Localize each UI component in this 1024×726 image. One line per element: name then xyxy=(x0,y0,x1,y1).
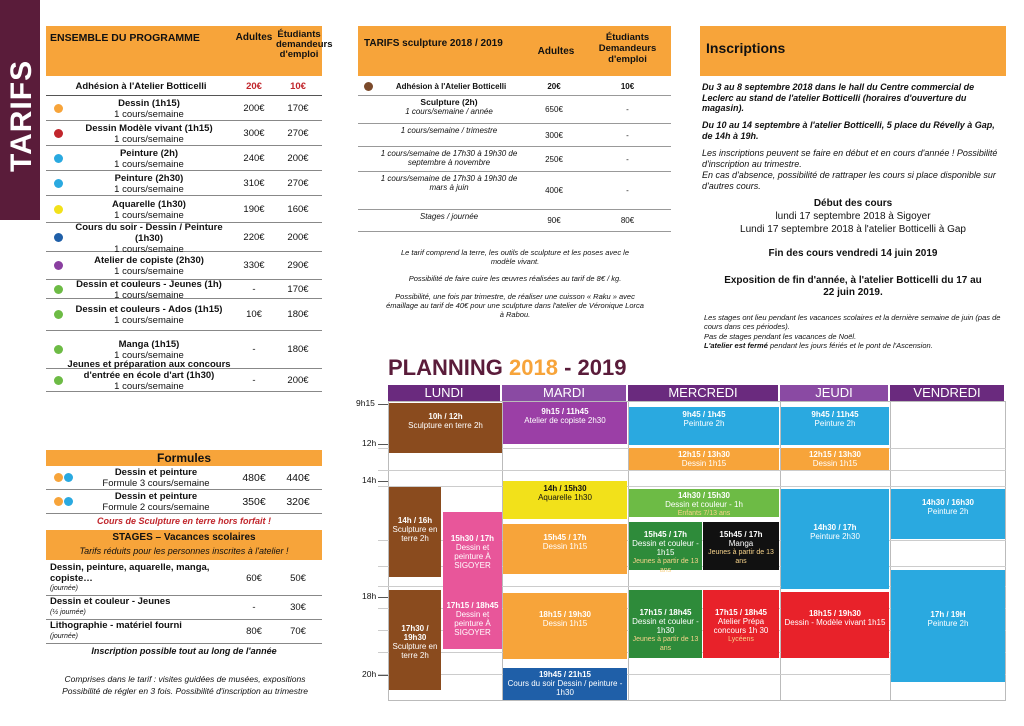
programme-price-etudiants: 170€ xyxy=(287,102,309,114)
programme-price-adultes: - xyxy=(252,374,256,386)
programme-price-adultes: 190€ xyxy=(243,203,265,215)
formule-name: Dessin et peinture xyxy=(114,467,198,478)
stage-price-adultes: - xyxy=(252,602,256,613)
sculpture-price-etudiants: - xyxy=(626,186,629,195)
exposition: Exposition de fin d'année, à l'atelier Botticelli du 17 au 22 juin 2019. xyxy=(724,275,982,298)
side-title: TARIFS xyxy=(5,59,38,172)
event-course: Dessin et couleur - 1h15 xyxy=(632,539,699,557)
event-course: Peinture 2h xyxy=(927,619,969,628)
event-course: Sculpture en terre 2h xyxy=(392,642,438,660)
stage-duration: (journée) xyxy=(50,632,79,640)
event-time: 14h30 / 16h30 xyxy=(921,498,975,507)
sculpture-course-frequency: Stages / journée xyxy=(419,212,479,221)
stage-price-adultes: 60€ xyxy=(246,573,262,584)
day-header-mardi: MARDI xyxy=(502,385,626,401)
event-course: Peinture 2h xyxy=(814,419,856,428)
programme-row-label xyxy=(64,222,234,255)
programme-course-frequency: 1 cours/semaine xyxy=(114,243,184,255)
event-course: Dessin - Modèle vivant 1h15 xyxy=(784,618,886,627)
sculpture-row-label xyxy=(374,174,524,192)
footer-line-2: Possibilité de régler en 3 fois. Possibilité d'inscription au trimestre xyxy=(62,686,308,696)
formule-name: Dessin et peinture xyxy=(114,491,198,502)
formule-price-adultes: 480€ xyxy=(242,472,266,484)
planning-event xyxy=(891,570,1005,682)
stage-label xyxy=(50,563,230,595)
sculpture-price-adultes: 400€ xyxy=(545,186,563,195)
hour-tick xyxy=(378,444,388,445)
event-time: 17h15 / 18h45 xyxy=(446,601,499,610)
programme-title: ENSEMBLE DU PROGRAMME xyxy=(50,32,200,44)
sculpture-hors-forfait: Cours de Sculpture en terre hors forfait ! xyxy=(96,516,272,526)
color-dot-icon xyxy=(54,129,63,138)
event-time: 9h45 / 11h45 xyxy=(811,410,859,419)
grid-line xyxy=(378,470,1006,471)
event-time: 17h15 / 18h45 xyxy=(714,608,768,617)
color-dot-icon xyxy=(54,233,63,242)
planning-event xyxy=(503,481,627,519)
programme-row xyxy=(46,121,322,146)
event-time: 15h45 / 17h xyxy=(643,530,688,539)
event-time: 12h15 / 13h30 xyxy=(808,450,862,459)
programme-row xyxy=(46,358,322,392)
planning-event xyxy=(443,512,502,588)
hour-label: 9h15 xyxy=(356,398,375,408)
sculpture-row xyxy=(358,172,671,210)
formule-label xyxy=(76,467,236,489)
programme-price-etudiants: 200€ xyxy=(287,152,309,164)
planning-word: PLANNING xyxy=(388,355,503,380)
event-course: Dessin 1h15 xyxy=(542,619,588,628)
stages-subtitle: Tarifs réduits pour les personnes inscrites à l'atelier ! xyxy=(79,546,289,556)
adhesion-adultes: 20€ xyxy=(246,81,262,92)
programme-price-adultes: 240€ xyxy=(243,152,265,164)
event-time: 17h15 / 18h45 xyxy=(639,608,692,617)
event-course: Sculpture en terre 2h xyxy=(392,525,438,543)
programme-course-name: Jeunes et préparation aux concours d'entrée en école d'art (1h30) xyxy=(67,358,231,381)
programme-price-etudiants: 170€ xyxy=(287,283,309,295)
event-course: Dessin et peinture À SIGOYER xyxy=(454,610,491,637)
formule-frequency: Formule 2 cours/semaine xyxy=(102,502,210,513)
planning-event xyxy=(503,402,627,444)
event-audience: Jeunes à partir de 13 ans xyxy=(632,558,699,574)
hour-tick xyxy=(378,481,388,482)
planning-event xyxy=(781,489,889,589)
programme-row xyxy=(46,280,322,299)
inscriptions-p1: Du 3 au 8 septembre 2018 dans le hall du Centre commercial de Leclerc au stand de l'atelier Botticelli (horaires d'ouverture du magasin). xyxy=(702,82,975,113)
stage-price-etudiants: 30€ xyxy=(290,602,306,613)
programme-course-name: Aquarelle (1h30) xyxy=(112,198,186,210)
inscriptions-p4: En cas d'absence, possibilité de rattraper les cours si place disponible sur d'autres cours. xyxy=(702,170,996,191)
event-course: Dessin et couleur - 1h xyxy=(665,500,743,509)
event-time: 15h45 / 17h xyxy=(543,533,587,542)
event-audience: Lycéens xyxy=(728,636,754,643)
sculpture-course-frequency: 1 cours/semaine de 17h30 à 19h30 de mars à juin xyxy=(380,174,518,192)
color-dot-icon xyxy=(54,261,63,270)
programme-row xyxy=(46,146,322,171)
event-time: 12h15 / 13h30 xyxy=(677,450,731,459)
programme-course-frequency: 1 cours/semaine xyxy=(114,350,184,361)
programme-row-label xyxy=(64,173,234,195)
event-course: Dessin et couleur - 1h30 xyxy=(632,617,699,635)
sculpture-price-etudiants: - xyxy=(626,130,629,140)
sculpture-row xyxy=(358,147,671,172)
sculpture-note-1: Le tarif comprend la terre, les outils de sculpture et les poses avec le modèle vivant. xyxy=(400,248,630,266)
sculpture-course-name: Sculpture (2h) xyxy=(420,97,478,107)
inscriptions-title: Inscriptions xyxy=(706,40,786,56)
event-course: Sculpture en terre 2h xyxy=(408,421,483,430)
planning-event xyxy=(781,592,889,658)
programme-row-label xyxy=(64,359,234,392)
sculpture-row-label xyxy=(374,212,524,221)
event-course: Peinture 2h30 xyxy=(810,532,860,541)
event-time: 14h30 / 15h30 xyxy=(677,491,731,500)
programme-row-label xyxy=(64,199,234,221)
programme-course-frequency: 1 cours/semaine xyxy=(114,315,184,326)
day-header-vendredi: VENDREDI xyxy=(890,385,1004,401)
programme-course-name: Manga (1h15) xyxy=(118,339,180,350)
hour-label: 18h xyxy=(362,591,377,601)
event-time: 15h30 / 17h xyxy=(450,534,495,543)
brown-dot-icon xyxy=(364,82,373,91)
event-audience: Enfants 7/13 ans xyxy=(677,510,731,517)
event-course: Peinture 2h xyxy=(927,507,969,516)
side-band xyxy=(0,0,40,220)
blue-dot-icon xyxy=(64,473,73,482)
event-time: 14h30 / 17h xyxy=(813,523,857,532)
programme-price-etudiants: 270€ xyxy=(287,127,309,139)
programme-row-label xyxy=(64,98,234,120)
event-course: Manga xyxy=(728,539,754,548)
programme-row xyxy=(46,171,322,196)
programme-price-etudiants: 180€ xyxy=(287,344,309,355)
programme-price-etudiants: 160€ xyxy=(287,203,309,215)
planning-event xyxy=(781,407,889,445)
sculpture-row-label xyxy=(374,149,524,167)
formule-frequency: Formule 3 cours/semaine xyxy=(102,478,210,489)
color-dot-icon xyxy=(54,154,63,163)
color-dot-icon xyxy=(54,104,63,113)
programme-course-name: Dessin et couleurs - Jeunes (1h) xyxy=(76,278,222,290)
formule-row xyxy=(46,466,322,490)
inscription-note: Inscription possible tout au long de l'année xyxy=(91,646,277,656)
programme-row xyxy=(46,196,322,223)
sculpture-row xyxy=(358,96,671,124)
sculpture-adhesion-adultes: 20€ xyxy=(547,82,561,91)
sculpture-adhesion-label: Adhésion à l'Atelier Botticelli xyxy=(395,82,507,91)
programme-price-etudiants: 290€ xyxy=(287,260,309,271)
event-course: Peinture 2h xyxy=(683,419,725,428)
inscriptions-header xyxy=(700,26,1006,76)
stage-name: Dessin et couleur - Jeunes xyxy=(50,596,171,607)
stage-duration: (journée) xyxy=(50,585,79,592)
adhesion-etudiants: 10€ xyxy=(290,81,306,92)
sculpture-price-etudiants: - xyxy=(626,154,629,164)
planning-event xyxy=(503,593,627,659)
stages-info-3 xyxy=(704,341,1002,350)
col-etudiants: Étudiants demandeurs d'emploi xyxy=(276,29,333,60)
event-audience: Jeunes à partir de 13 ans xyxy=(708,549,774,565)
planning-event xyxy=(781,448,889,470)
hour-label: 20h xyxy=(362,669,377,679)
programme-price-adultes: - xyxy=(252,344,256,355)
atelier-ferme-detail: pendant les jours fériés et le pont de l'Ascension. xyxy=(767,341,933,350)
stages-info-2: Pas de stages pendant les vacances de Noël. xyxy=(704,332,857,341)
stage-row xyxy=(46,620,322,644)
fin-cours: Fin des cours vendredi 14 juin 2019 xyxy=(768,248,938,259)
programme-header xyxy=(46,26,333,76)
programme-price-etudiants: 270€ xyxy=(287,177,309,189)
sculpture-row xyxy=(358,124,671,147)
sculpture-course-frequency: 1 cours/semaine de 17h30 à 19h30 de septembre à novembre xyxy=(380,149,518,167)
sculpture-price-adultes: 250€ xyxy=(545,154,563,164)
inscriptions-p3: Les inscriptions peuvent se faire en début et en cours d'année ! Possibilité d'inscription au trimestre. xyxy=(702,148,998,169)
sculpture-row xyxy=(358,210,671,232)
planning-event xyxy=(443,585,502,649)
sculpture-col-etudiants: Étudiants Demandeurs d'emploi xyxy=(598,32,657,65)
orange-dot-icon xyxy=(54,473,63,482)
planning-event xyxy=(629,448,779,470)
programme-row-label xyxy=(64,148,234,170)
grid-line xyxy=(378,486,1006,487)
programme-price-adultes: 300€ xyxy=(243,127,265,139)
sculpture-note-2: Possibilité de faire cuire les œuvres réalisées au tarif de 8€ / kg. xyxy=(408,274,622,283)
planning-event xyxy=(389,487,441,577)
programme-price-adultes: 310€ xyxy=(243,177,265,189)
event-time: 9h45 / 1h45 xyxy=(682,410,726,419)
programme-row xyxy=(46,252,322,280)
stage-name: Lithographie - matériel fourni xyxy=(50,620,182,631)
planning-event xyxy=(503,668,627,700)
planning-event xyxy=(629,407,779,445)
programme-price-etudiants: 200€ xyxy=(287,374,309,386)
event-time: 10h / 12h xyxy=(428,412,463,421)
color-dot-icon xyxy=(54,179,63,188)
event-course: Dessin 1h15 xyxy=(681,459,727,468)
sculpture-price-adultes: 650€ xyxy=(545,105,563,114)
planning-event xyxy=(703,590,779,658)
programme-row-label xyxy=(64,123,234,145)
formule-price-adultes: 350€ xyxy=(242,496,266,508)
color-dot-icon xyxy=(54,310,63,319)
sculpture-price-etudiants: - xyxy=(626,105,629,114)
event-time: 14h / 16h xyxy=(397,516,433,525)
programme-course-name: Cours du soir - Dessin / Peinture (1h30) xyxy=(75,221,223,244)
hour-tick xyxy=(378,597,388,598)
formule-price-etudiants: 440€ xyxy=(286,472,310,484)
programme-price-adultes: 10€ xyxy=(246,309,262,320)
programme-row-label xyxy=(64,279,234,301)
programme-row xyxy=(46,96,322,121)
day-header-lundi: LUNDI xyxy=(388,385,500,401)
stage-row xyxy=(46,596,322,620)
stage-name: Dessin, peinture, aquarelle, manga, copiste… xyxy=(50,562,210,584)
programme-price-adultes: 200€ xyxy=(243,102,265,114)
programme-price-adultes: 330€ xyxy=(243,260,265,271)
programme-course-name: Atelier de copiste (2h30) xyxy=(94,255,204,266)
sculpture-row-label xyxy=(374,98,524,116)
programme-row xyxy=(46,299,322,331)
programme-course-frequency: 1 cours/semaine xyxy=(114,158,184,170)
stages-title: STAGES – Vacances scolaires xyxy=(112,532,256,543)
day-header-jeudi: JEUDI xyxy=(780,385,888,401)
formule-label xyxy=(76,491,236,513)
planning-event xyxy=(629,489,779,517)
planning-title xyxy=(388,355,626,381)
event-audience: Jeunes à partir de 13 ans xyxy=(632,636,699,652)
adhesion-row xyxy=(46,76,322,96)
sculpture-note-3: Possibilité, une fois par trimestre, de réaliser une cuisson « Raku » avec émaillage au tarif de 40€ pour une sculpture dans l'atelier de Véronique Lorca à Rabou. xyxy=(386,292,644,319)
stage-duration: (½ journée) xyxy=(50,608,86,616)
programme-course-frequency: 1 cours/semaine xyxy=(114,108,184,120)
programme-course-name: Dessin et couleurs - Ados (1h15) xyxy=(75,304,223,315)
event-time: 17h / 19H xyxy=(930,610,966,619)
programme-course-frequency: 1 cours/semaine xyxy=(114,133,184,145)
sculpture-row-label xyxy=(374,126,524,135)
programme-course-name: Dessin (1h15) xyxy=(118,97,180,109)
programme-course-name: Dessin Modèle vivant (1h15) xyxy=(85,122,213,134)
sculpture-course-frequency: 1 cours/semaine / trimestre xyxy=(400,126,498,135)
programme-row xyxy=(46,221,322,255)
programme-course-frequency: 1 cours/semaine xyxy=(114,266,184,277)
blue-dot-icon xyxy=(64,497,73,506)
planning-event xyxy=(891,489,1005,539)
event-course: Dessin et peinture À SIGOYER xyxy=(454,543,491,570)
programme-price-adultes: - xyxy=(252,283,256,295)
programme-row-label xyxy=(64,255,234,277)
hour-tick xyxy=(378,404,388,405)
hour-tick xyxy=(378,675,388,676)
programme-course-name: Peinture (2h) xyxy=(119,147,179,159)
event-time: 18h15 / 19h30 xyxy=(538,610,592,619)
stage-price-etudiants: 50€ xyxy=(290,573,306,584)
event-time: 18h15 / 19h30 xyxy=(808,609,862,618)
color-dot-icon xyxy=(54,285,63,294)
sculpture-adhesion-row xyxy=(358,76,671,96)
programme-price-adultes: 220€ xyxy=(243,231,265,243)
sculpture-price-adultes: 90€ xyxy=(547,216,561,225)
footer-line-1: Comprises dans le tarif : visites guidées de musées, expositions xyxy=(64,674,306,684)
planning-year-start: 2018 xyxy=(509,355,558,380)
sculpture-header xyxy=(358,26,671,76)
programme-course-frequency: 1 cours/semaine xyxy=(114,289,184,301)
programme-price-etudiants: 180€ xyxy=(287,309,309,320)
stage-row xyxy=(46,562,322,596)
adhesion-label: Adhésion à l'Atelier Botticelli xyxy=(75,81,207,92)
planning-event xyxy=(629,522,702,574)
sculpture-adhesion-etudiants: 10€ xyxy=(620,82,635,91)
event-time: 19h45 / 21h15 xyxy=(538,670,592,679)
event-time: 17h30 / 19h30 xyxy=(401,624,429,642)
planning-event xyxy=(389,403,502,453)
event-time: 9h15 / 11h45 xyxy=(541,407,589,416)
debut-line-2: Lundi 17 septembre 2018 à l'atelier Botticelli à Gap xyxy=(740,224,966,235)
stage-label xyxy=(50,597,230,618)
event-course: Cours du soir Dessin / peinture - 1h30 xyxy=(507,679,623,697)
event-course: Dessin 1h15 xyxy=(812,459,858,468)
planning-year-end: - 2019 xyxy=(557,355,627,380)
col-adultes: Adultes xyxy=(235,32,273,43)
programme-course-frequency: 1 cours/semaine xyxy=(114,183,184,195)
formule-row xyxy=(46,490,322,514)
event-time: 14h / 15h30 xyxy=(543,484,587,493)
hour-label: 14h xyxy=(362,475,377,485)
event-course: Atelier de copiste 2h30 xyxy=(524,416,606,425)
programme-course-name: Peinture (2h30) xyxy=(114,172,184,184)
planning-event xyxy=(503,524,627,574)
programme-course-frequency: 1 cours/semaine xyxy=(114,380,184,392)
hour-label: 12h xyxy=(362,438,377,448)
stage-label xyxy=(50,621,230,642)
event-course: Atelier Prépa concours 1h 30 xyxy=(713,617,769,635)
inscriptions-p2: Du 10 au 14 septembre à l'atelier Botticelli, 5 place du Révelly à Gap, de 14h à 19h. xyxy=(702,120,995,141)
atelier-ferme: L'atelier est fermé xyxy=(704,341,768,350)
formules-title: Formules xyxy=(46,450,322,466)
programme-course-frequency: 1 cours/semaine xyxy=(114,209,184,221)
planning-event xyxy=(629,590,702,658)
day-header-mercredi: MERCREDI xyxy=(628,385,778,401)
stage-price-adultes: 80€ xyxy=(246,626,262,637)
sculpture-price-etudiants: 80€ xyxy=(620,216,635,225)
stages-header xyxy=(46,530,322,560)
programme-row-label xyxy=(64,304,234,326)
event-time: 15h45 / 17h xyxy=(719,530,763,539)
planning-event xyxy=(389,590,441,690)
debut-line-1: lundi 17 septembre 2018 à Sigoyer xyxy=(775,211,931,222)
event-course: Dessin 1h15 xyxy=(542,542,588,551)
stage-price-etudiants: 70€ xyxy=(290,626,306,637)
orange-dot-icon xyxy=(54,497,63,506)
event-course: Aquarelle 1h30 xyxy=(538,493,592,502)
stages-info-1: Les stages ont lieu pendant les vacances scolaires et la dernière semaine de juin (pas de cours dans ces périodes). xyxy=(704,313,1001,331)
programme-price-etudiants: 200€ xyxy=(287,231,309,243)
sculpture-price-adultes: 300€ xyxy=(545,130,563,140)
sculpture-title: TARIFS sculpture 2018 / 2019 xyxy=(364,38,503,49)
sculpture-col-adultes: Adultes xyxy=(537,46,575,57)
color-dot-icon xyxy=(54,345,63,354)
formule-price-etudiants: 320€ xyxy=(286,496,310,508)
debut-title: Début des cours xyxy=(813,198,893,209)
sculpture-course-frequency: 1 cours/semaine / année xyxy=(405,107,493,116)
color-dot-icon xyxy=(54,376,63,385)
planning-event xyxy=(703,522,779,570)
color-dot-icon xyxy=(54,205,63,214)
